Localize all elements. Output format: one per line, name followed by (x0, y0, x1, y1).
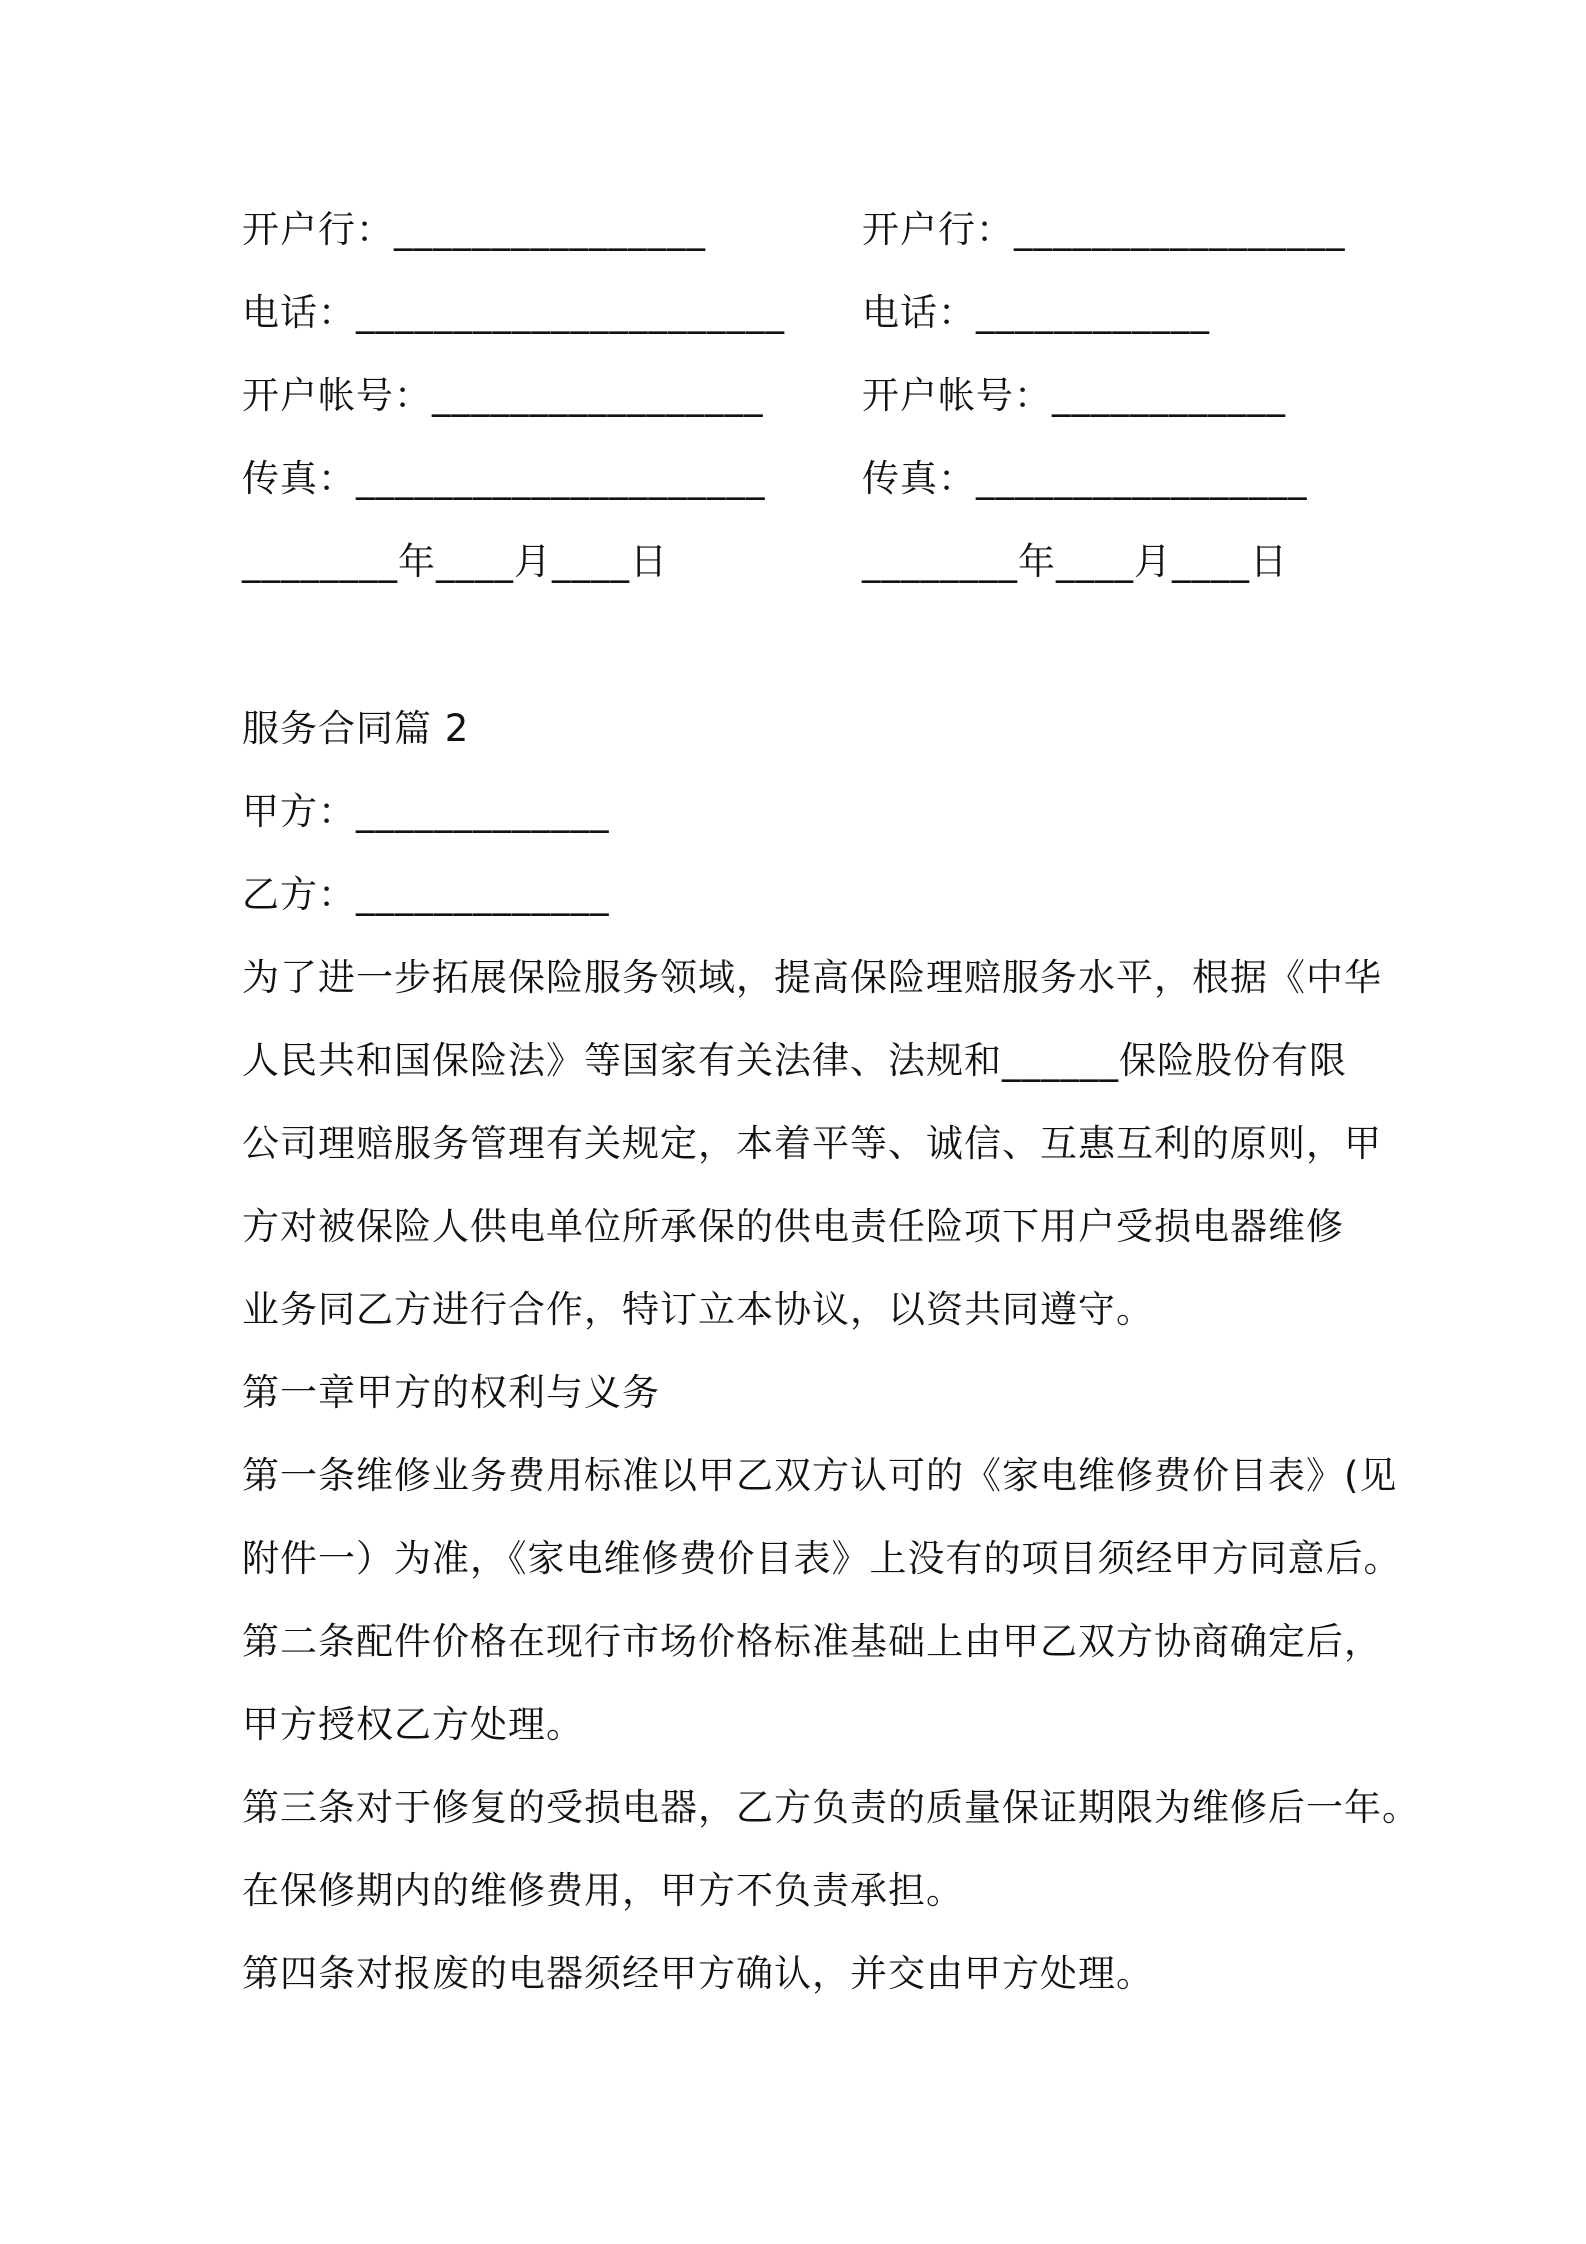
article-2-line: 甲方授权乙方处理。 (242, 1703, 584, 1746)
intro-line: 人民共和国保险法》等国家有关法律、法规和______保险股份有限 (242, 1039, 1347, 1082)
contract-title: 服务合同篇 2 (242, 707, 470, 750)
left-bank-field: 开户行：________________ (242, 208, 706, 251)
party-a-field: 甲方：_____________ (242, 790, 610, 833)
article-3-line: 第三条对于修复的受损电器，乙方负责的质量保证期限为维修后一年。 (242, 1786, 1420, 1829)
right-date-field: ________年____月____日 (862, 540, 1288, 583)
left-fax-field: 传真：_____________________ (242, 457, 766, 500)
article-3-line: 在保修期内的维修费用，甲方不负责承担。 (242, 1869, 964, 1912)
intro-line: 方对被保险人供电单位所承保的供电责任险项下用户受损电器维修 (242, 1205, 1344, 1248)
article-1-line: 附件一）为准，《家电维修费价目表》上没有的项目须经甲方同意后。 (242, 1537, 1402, 1580)
article-2-line: 第二条配件价格在现行市场价格标准基础上由甲乙双方协商确定后， (242, 1620, 1382, 1663)
chapter-title: 第一章甲方的权利与义务 (242, 1371, 660, 1414)
right-fax-field: 传真：_________________ (862, 457, 1308, 500)
intro-line: 公司理赔服务管理有关规定，本着平等、诚信、互惠互利的原则，甲 (242, 1122, 1382, 1165)
left-account-field: 开户帐号：_________________ (242, 374, 764, 417)
right-account-field: 开户帐号：____________ (862, 374, 1286, 417)
left-date-field: ________年____月____日 (242, 540, 668, 583)
intro-line: 为了进一步拓展保险服务领域，提高保险理赔服务水平，根据《中华 (242, 956, 1382, 999)
article-1-line: 第一条维修业务费用标准以甲乙双方认可的《家电维修费价目表》(见 (242, 1454, 1398, 1497)
party-b-field: 乙方：_____________ (242, 873, 610, 916)
article-4-line: 第四条对报废的电器须经甲方确认，并交由甲方处理。 (242, 1952, 1154, 1995)
intro-line: 业务同乙方进行合作，特订立本协议，以资共同遵守。 (242, 1288, 1154, 1331)
right-phone-field: 电话：____________ (862, 291, 1210, 334)
left-phone-field: 电话：______________________ (242, 291, 785, 334)
right-bank-field: 开户行：_________________ (862, 208, 1346, 251)
